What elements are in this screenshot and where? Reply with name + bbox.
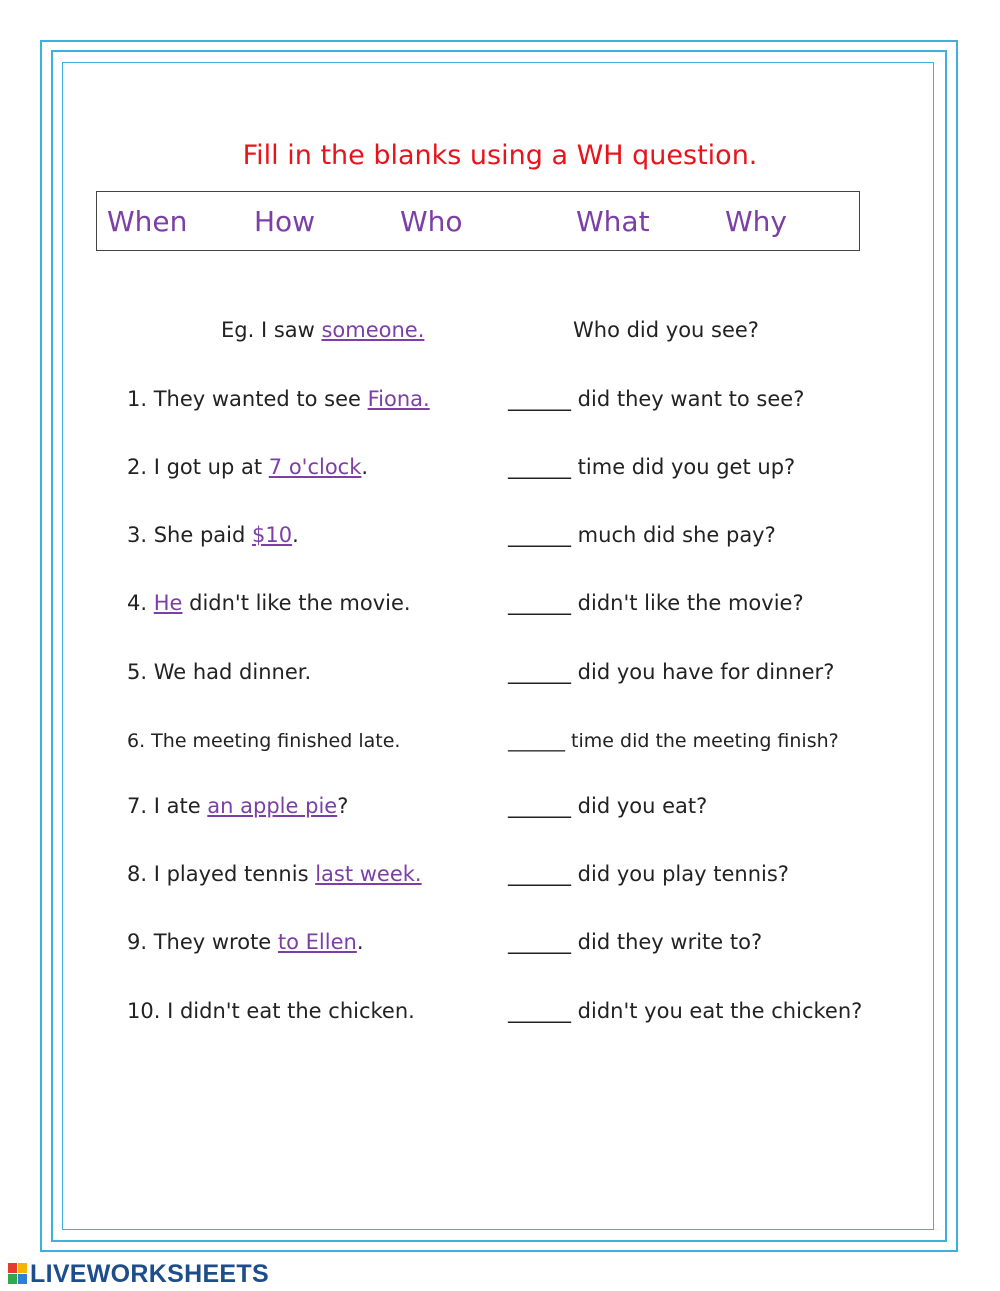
question-8 [508,862,789,886]
answer-blank[interactable]: ______ [508,930,571,954]
highlighted-word: $10 [252,523,293,547]
highlighted-word: last week. [315,862,422,886]
liveworksheets-logo [8,1260,269,1288]
sentence-end: didn't like the movie. [182,591,411,615]
word-bank-what: What [576,205,650,238]
sentence-text: She paid [153,523,252,547]
sentence-7 [127,794,348,818]
liveworksheets-icon [8,1263,28,1285]
worksheet-title: Fill in the blanks using a WH question. [242,140,758,171]
word-bank-why: Why [725,205,788,238]
sentence-9 [127,930,364,954]
item-number: 2. [127,455,154,479]
sentence-end: . [361,455,369,479]
highlighted-word: to Ellen [277,930,357,954]
question-9 [508,930,762,954]
question-text: didn't like the movie? [571,591,804,615]
sentence-8 [127,862,422,886]
sentence-end: . [292,523,299,547]
sentence-end: ? [337,794,349,818]
question-1 [508,387,804,411]
example-prefix: Eg. I saw [221,318,322,342]
sentence-text: They wanted to see [153,387,368,411]
highlighted-word: an apple pie [207,794,338,818]
highlighted-word: Fiona. [367,387,430,411]
answer-blank[interactable]: ______ [508,862,571,886]
item-number: 1. [127,387,154,411]
sentence-1 [127,387,430,411]
question-text: did you eat? [571,794,708,818]
sentence-2 [127,455,368,479]
word-bank-when: When [107,205,188,238]
question-text: did you play tennis? [571,862,789,886]
question-text: didn't you eat the chicken? [571,999,863,1023]
sentence-6 [127,729,400,753]
answer-blank[interactable]: ______ [508,730,565,752]
answer-blank[interactable]: ______ [508,387,571,411]
sentence-3 [127,523,299,547]
question-7 [508,794,707,818]
question-4 [508,591,804,615]
example-sentence [221,318,424,342]
question-text: time did you get up? [571,455,796,479]
word-bank-how: How [254,205,316,238]
answer-blank[interactable]: ______ [508,523,571,547]
example-highlight: someone. [321,318,425,342]
sentence-text: I ate [153,794,208,818]
sentence-4 [127,591,411,615]
answer-blank[interactable]: ______ [508,591,571,615]
item-number: 4. [127,591,154,615]
word-bank-who: Who [400,205,463,238]
question-text: much did she pay? [571,523,776,547]
question-text: did you have for dinner? [571,660,835,684]
sentence-text: I got up at [153,455,269,479]
item-number: 3. [127,523,154,547]
question-2 [508,455,795,479]
question-10 [508,999,862,1023]
question-3 [508,523,776,547]
sentence-text: I played tennis [153,862,316,886]
question-text: did they want to see? [571,387,805,411]
sentence-5 [127,660,311,684]
item-number: 5. [127,660,154,684]
sentence-text: They wrote [153,930,278,954]
sentence-text: The meeting finished late. [151,730,401,752]
sentence-text: We had dinner. [153,660,312,684]
question-5 [508,660,834,684]
sentence-end: . [356,930,364,954]
highlighted-word: 7 o'clock [268,455,362,479]
item-number: 8. [127,862,154,886]
sentence-10 [127,999,415,1023]
highlighted-word: He [153,591,183,615]
question-text: did they write to? [571,930,763,954]
answer-blank[interactable]: ______ [508,999,571,1023]
question-text: time did the meeting finish? [565,730,839,752]
answer-blank[interactable]: ______ [508,794,571,818]
item-number: 6. [127,730,152,752]
item-number: 10. [127,999,168,1023]
answer-blank[interactable]: ______ [508,455,571,479]
question-6 [508,729,839,753]
logo-text: LIVEWORKSHEETS [30,1259,269,1288]
sentence-text: I didn't eat the chicken. [167,999,415,1023]
item-number: 7. [127,794,154,818]
word-bank [96,191,860,251]
answer-blank[interactable]: ______ [508,660,571,684]
item-number: 9. [127,930,154,954]
example-answer: Who did you see? [573,318,759,342]
